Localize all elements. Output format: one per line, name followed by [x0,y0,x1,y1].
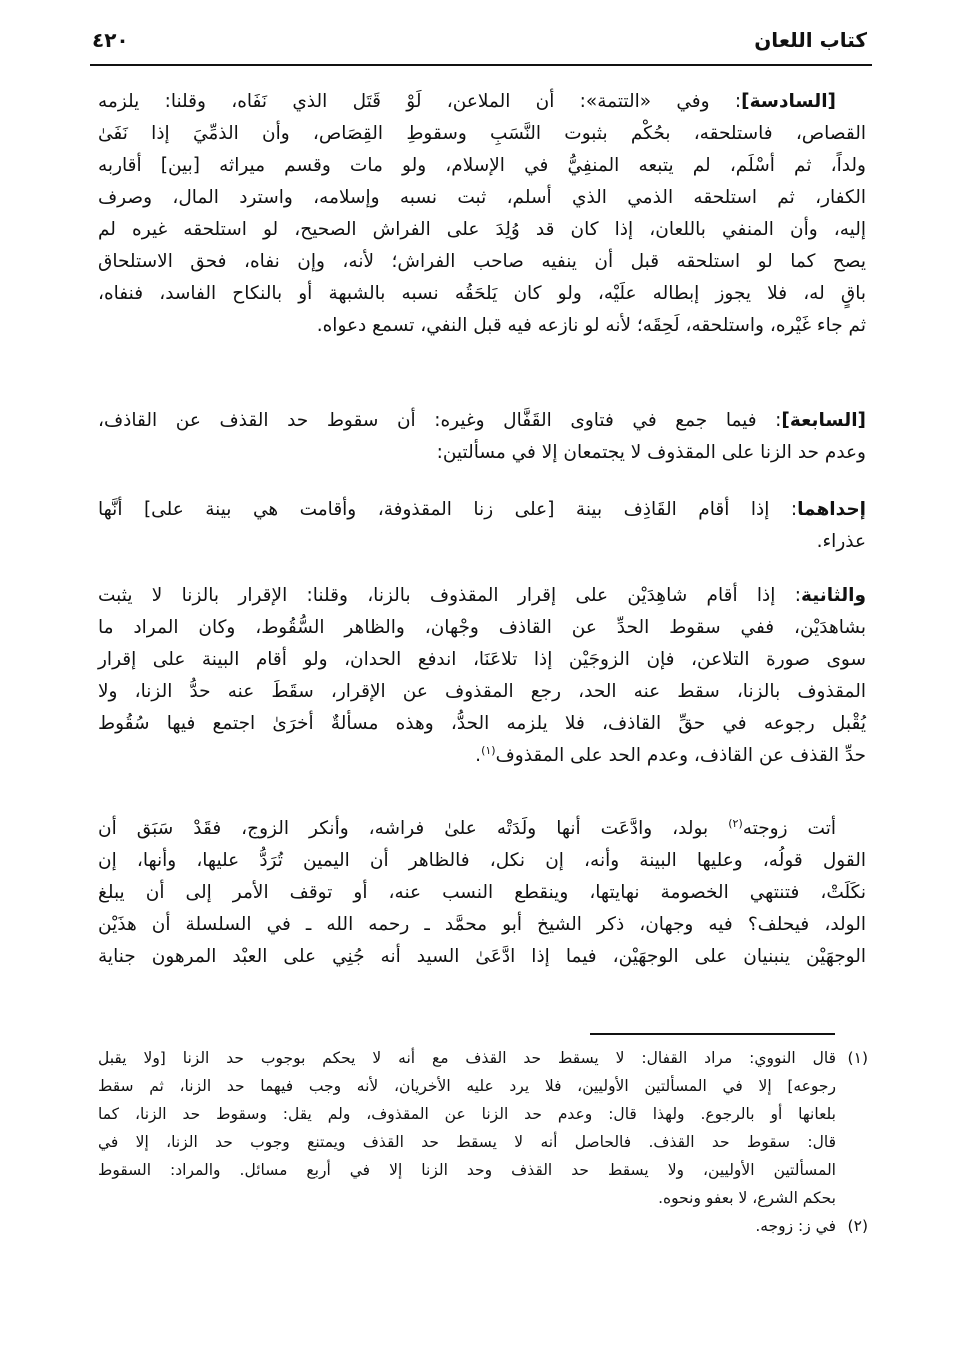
text-line: ولداً، ثم أسْلَم، لم يتبعه المنفِيُّ في الإسلام، ولو مات وقسم ميراثه [بين] أقاربه [98,155,866,176]
text-line: حدِّ القذف عن القاذف، وعدم الحد على المقذوف [495,745,866,766]
text-line: : وفي «التتمة»: أن الملاعن، لَوْ قَتَل الذي نَفَاه، وقلنا: يلزمه [98,91,742,112]
footnote-rule [590,1033,835,1035]
text-line: باقٍ له، فلا يجوز إبطاله علَيْه، ولو كان يَلحَقُه نسبه بالشبهة أو بالنكاح الفاسد، فنفاه، [98,283,866,304]
footnote-number: (٢) [847,1217,868,1235]
text-line: وعدم حد الزنا على المقذوف لا يجتمعان إلا في مسألتين: [436,442,866,463]
paragraph-lead: إحداهما [797,499,866,520]
text-line: القصاص، فاستلحقه، بحُكْم بثبوت النَّسَبِ وسقوطِ القِصَاص، وأن الذمِّيَ إذا نَفَىٰ [98,123,866,144]
text-line: الكفار، ثم استلحقه الذمي الذي أسلم، ثبت نسبه وإسلامه، واسترد المال، وصرف [98,187,866,208]
paragraph-second-case: والثانية: إذا أقام شاهِدَيْن على إقرار المقذوف بالزنا، وقلنا: الإقرار بالزنا لا يثبت بشاهدَيْن، ففي سقوط الحدِّ عن القاذف وجْهان، والظاهر السُّقُوط، وكان المراد ما سوى صورة التلاعن، فإن الزوجَيْن إذا تلاعَنَا، اندفع الحدان، ولو أقام البينة على إقرار المقذوف بالزنا، سقط عنه الحد، رجع المقذوف عن الإقرار، سقَطَ عنه حدُّ الزنا، ولا يُقْبل رجوعه في حقِّ القاذف، فلا يلزمه الحدُّ، وهذه مسألةٌ أخرَىٰ اجتمع فيها سُقُوط حدِّ القذف عن القاذف، وعدم الحد على المقذوف$^{(١)}$. [98,585,866,766]
text-line: عذراء. [816,531,866,552]
text-line: بشاهدَيْن، ففي سقوط الحدِّ عن القاذف وجْهان، والظاهر السُّقُوط، وكان المراد ما [98,617,866,638]
header-rule [90,64,872,66]
footnote-line: بحكم الشرع، لا بعفو ونحوه. [658,1189,836,1207]
paragraph-lead: [السادسة] [741,91,836,112]
paragraph-first-case [98,494,866,558]
footnote-line: بلعانها أو بالرجوع. ولهذا قال: وعدم حد الزنا عن المقذوف، ولم يقل: وسقوط حد الزنا، كما [98,1105,836,1123]
running-header-title: كتاب اللعان [754,28,867,52]
text-line: إليه، وأن المنفي باللعان، إذا كان قد وُلِدَ على الفراش الصحيح، لو استلحقه غيره لم [98,219,866,240]
footnote-2 [98,1212,868,1240]
text-line: يُقْبل رجوعه في حقِّ القاذف، فلا يلزمه الحدُّ، وهذه مسألةٌ أخرَىٰ اجتمع فيها سُقُوط [98,713,866,734]
text-line: المقذوف بالزنا، سقط عنه الحد، رجع المقذوف عن الإقرار، سقَطَ عنه حدُّ الزنا، ولا [98,681,866,702]
paragraph-lead: [السابعة] [781,410,866,431]
text-line: نكَلَتْ، فتنتهي الخصومة نهايتها، وينقطع النسب عنه، أو توقف الأمر إلى أن يبلغ [98,882,866,903]
text-line: الولد، فيحلف؟ فيه وجهان، ذكر الشيخ أبو محمَّد ـ رحمه الله ـ في السلسلة أن هذَيْن [98,914,866,935]
text-line: يصح كما لو استلحقه قبل أن ينفيه صاحب الفراش؛ لأنه، وإن نفاه، فحق الاستلحاق [98,251,866,272]
footnote-line: المسألتين الأوليين، ولا يسقط حد القذف وحد الزنا إلا في أربع مسائل. والمراد: السقوط [98,1161,836,1179]
paragraph-sixth [98,86,866,342]
text-line: الوجهَيْن ينبنيان على الوجهَيْن، فيما إذا ادَّعَىٰ السيد أنه جُنِي على العبْد المرهون جناية [98,946,866,967]
text-line: ثم جاء غَيْره، واستلحقه، لَحِقَه؛ لأنه لو نازعه فيه قبل النفي، تسمع دعواه. [316,315,866,336]
text-line: : إذا أقام القَاذِف بينة [على زنا المقذوفة، وأقامت هي بينة على] أنَّها [98,499,798,520]
footnote-ref[interactable]: (١) [481,743,496,757]
footnote-ref[interactable]: (٢) [728,816,743,830]
footnote-line: قال: سقوط حد القذف. فالحاصل أنه لا يسقط حد القذف ويمتنع وجوب حد الزنا، إلا في [98,1133,836,1151]
footnote-1 [98,1044,868,1212]
footnote-line: قال النووي: مراد القفال: لا يسقط حد القذف مع أنه لا يحكم بوجوب حد الزنا [ولا يقبل [98,1049,836,1067]
footnote-line: في ز: زوجه. [755,1217,836,1235]
text-line: أتت زوجته [742,818,837,839]
paragraph-wife-claim [98,813,866,973]
footnote-line: رجوعه] إلا في المسألتين الأوليين، فلا يرد عليه الأخريان، لأنه وجب فيهما حد الزنا، ثم سقط [98,1077,836,1095]
page-number: ٤٢٠ [92,28,129,52]
text-line: بولد، وادَّعَت أنها ولَدَتْه علىٰ فراشه، وأنكر الزوج، فقَدْ سَبَق أن [98,818,729,839]
text-line: القول قولُه، وعليها البينة وأنه، إن نكل، فالظاهر أن اليمين تُرَدُّ عليها، وأنها، إن [98,850,866,871]
text-line: : فيما جمع في فتاوى القَفَّال وغيره: أن سقوط حد القذف عن القاذف، [98,410,782,431]
paragraph-seventh [98,405,866,469]
footnote-number: (١) [847,1049,868,1067]
text-line: سوى صورة التلاعن، فإن الزوجَيْن إذا تلاعَنَا، اندفع الحدان، ولو أقام البينة على إقرار [98,649,866,670]
text-line: : إذا أقام شاهِدَيْن على إقرار المقذوف بالزنا، وقلنا: الإقرار بالزنا لا يثبت [98,585,801,606]
paragraph-lead: والثانية [800,585,866,606]
